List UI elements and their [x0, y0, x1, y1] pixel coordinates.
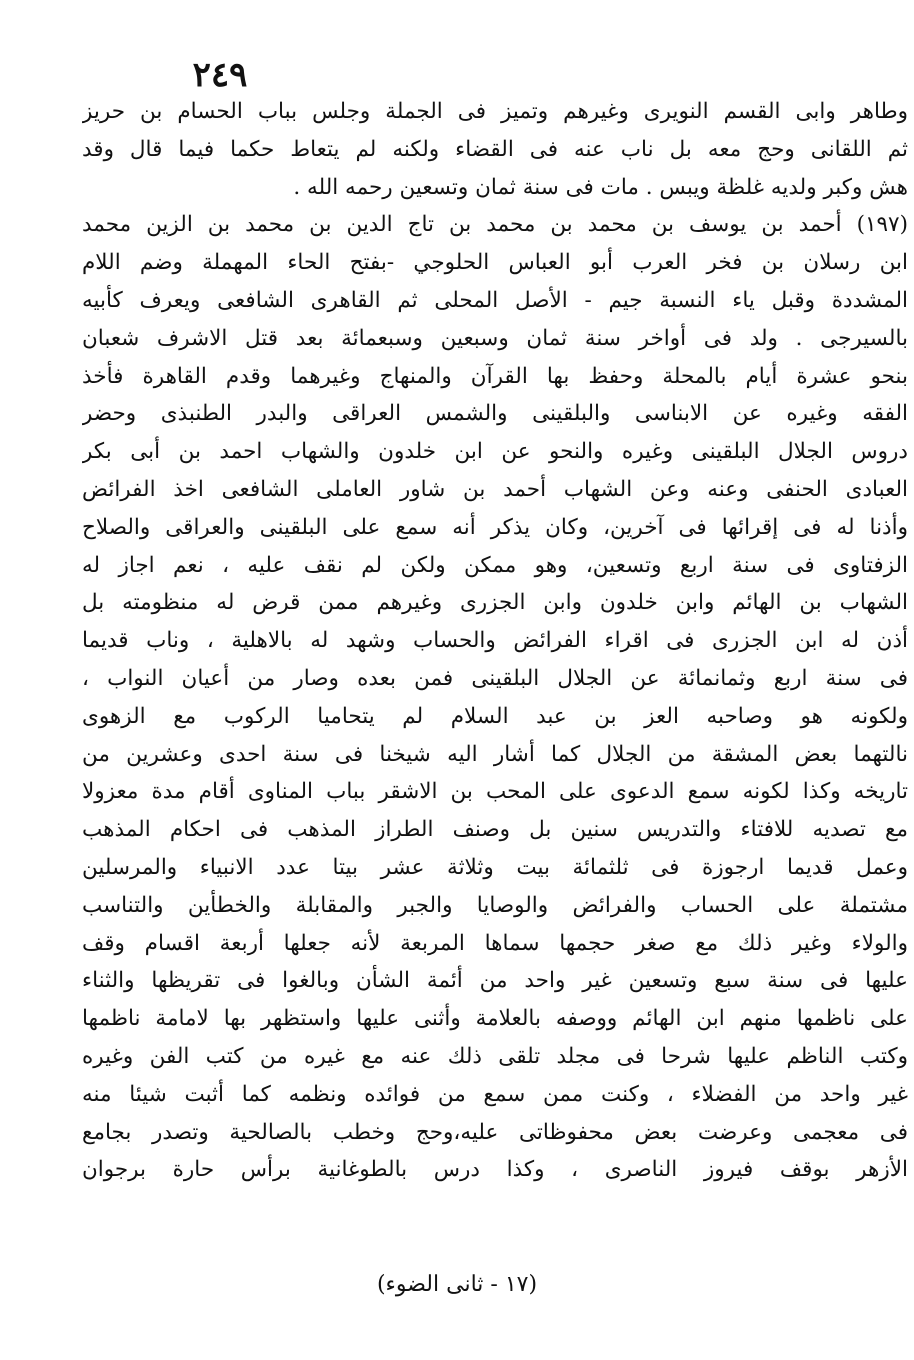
text-line: والولاء وغير ذلك مع صغر حجمها سماها المربعة لأنه جعلها أربعة اقسام وقف: [82, 930, 908, 956]
text-line: وعمل قديما ارجوزة فى ثلثمائة بيت وثلاثة عشر بيتا عدد الانبياء والمرسلين: [82, 854, 908, 880]
text-line: وأذنا له فى إقرائها فى آخرين، وكان يذكر أنه سمع على البلقينى والعراقى والصلاح: [82, 514, 908, 540]
text-line: غير واحد من الفضلاء ، وكنت ممن سمع من فوائده ونظمه كما أثبت شيئا منه: [82, 1081, 908, 1107]
text-line: بالسيرجى . ولد فى أواخر سنة ثمان وسبعين وسبعمائة بعد قتل الاشرف شعبان: [82, 325, 908, 351]
text-line: على ناظمها منهم ابن الهائم ووصفه بالعلامة وأثنى عليها واستظهر بها لامامة ناظمها: [82, 1006, 908, 1032]
text-line: فى سنة اربع وثمانمائة عن الجلال البلقينى فمن بعده وصار من أعيان النواب ،: [82, 665, 908, 691]
text-line: الأزهر بوقف فيروز الناصرى ، وكذا درس بالطوغانية برأس حارة برجوان: [82, 1157, 908, 1183]
text-line: العبادى الحنفى وعنه وعن الشهاب أحمد بن شاور العاملى الشافعى اخذ الفرائض: [82, 476, 908, 502]
entry-heading-line: (١٩٧) أحمد بن يوسف بن محمد بن محمد بن تاج الدين بن محمد بن الزين محمد: [82, 212, 908, 238]
text-line: ثم اللقانى وحج معه بل ناب عنه فى القضاء ولكنه لم يتعاط حكما فيما قال وقد: [82, 136, 908, 162]
text-line: ابن رسلان بن فخر العرب أبو العباس الحلوجي -بفتح الحاء المهملة وضم اللام: [82, 250, 908, 276]
text-line: عليها فى سنة سبع وتسعين غير واحد من أئمة الشأن وبالغوا فى تقريظها والثناء: [82, 968, 908, 994]
text-line: ولكونه هو وصاحبه العز بن عبد السلام لم يتحاميا الركوب مع الزهوى: [82, 703, 908, 729]
text-line: الشهاب بن الهائم وابن خلدون وابن الجزرى وغيرهم ممن قرض له منظومته بل: [82, 590, 908, 616]
text-line: المشددة وقبل ياء النسبة جيم - الأصل المحلى ثم القاهرى الشافعى ويعرف كأبيه: [82, 287, 908, 313]
text-line: نالتهما بعض المشقة من الجلال كما أشار اليه شيخنا فى سنة احدى وعشرين من: [82, 741, 908, 767]
text-line: فى معجمى وعرضت بعض محفوظاتى عليه،وحج وخطب بالصالحية وتصدر بجامع: [82, 1119, 908, 1145]
text-line: الزفتاوى فى سنة اربع وتسعين، وهو ممكن ولكن لم نقف عليه ، نعم اجاز له: [82, 552, 908, 578]
text-line: وطاهر وابى القسم النويرى وغيرهم وتميز فى الجملة وجلس بباب الحسام بن حريز: [82, 99, 908, 124]
text-line: هش وكبر ولديه غلظة ويبس . مات فى سنة ثمان وتسعين رحمه الله .: [293, 174, 908, 200]
text-line: مشتملة على الحساب والفرائض والوصايا والجبر والمقابلة والخطأين والتناسب: [82, 892, 908, 918]
text-line: بنحو عشرة أيام بالمحلة وحفظ بها القرآن والمنهاج وغيرهما وقدم القاهرة فأخذ: [82, 363, 908, 389]
page-number: ٢٤٩: [192, 55, 248, 95]
text-line: أذن له ابن الجزرى فى اقراء الفرائض والحساب وشهد له بالاهلية ، وناب قديما: [82, 628, 908, 654]
text-line: الفقه وغيره عن الابناسى والبلقينى والشمس العراقى والبدر الطنبذى وحضر: [82, 401, 908, 427]
text-line: دروس الجلال البلقينى وغيره والنحو عن ابن خلدون والشهاب احمد بن أبى بكر: [82, 439, 908, 465]
body-text: [82, 93, 908, 1303]
text-line: تاريخه وكذا لكونه سمع الدعوى على المحب بن الاشقر بباب المناوى أقام مدة معزولا: [82, 779, 908, 805]
footer-signature: (١٧ - ثانى الضوء): [376, 1272, 538, 1297]
text-line: مع تصديه للافتاء والتدريس سنين بل وصنف الطراز المذهب فى احكام المذهب: [82, 817, 908, 843]
text-line: وكتب الناظم عليها شرحا فى مجلد تلقى ذلك عنه مع غيره من كتب الفن وغيره: [82, 1043, 908, 1069]
